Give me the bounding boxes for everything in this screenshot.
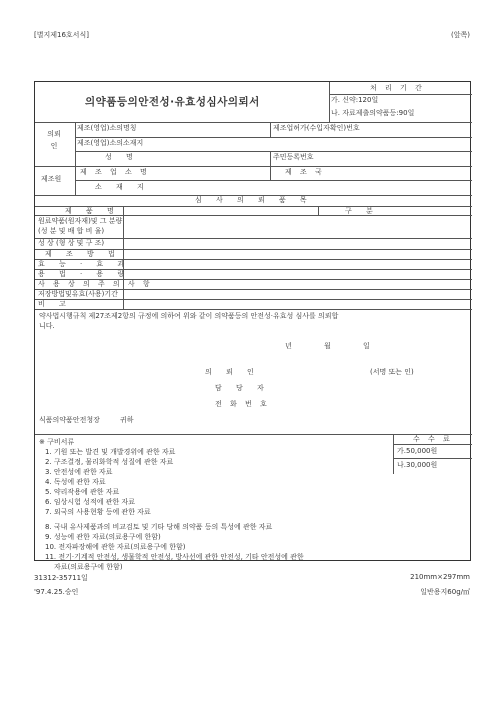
- applicant-name-label: 성 명: [105, 153, 139, 161]
- requester-label: 의 뢰 인: [205, 368, 260, 376]
- item-caution: 사 용 상 의 주 의 사 항: [38, 280, 153, 288]
- paper-type: 일반용지60g/㎡: [420, 588, 470, 596]
- recipient-suffix: 귀하: [120, 416, 134, 424]
- declaration-text: 약사법시행규칙 제27조제2항의 규정에 의하여 위와 같이 의약품등의 안전성·유효성 심사를 의뢰합: [39, 312, 339, 320]
- items-header: 심 사 의 뢰 품 목: [195, 196, 313, 204]
- person-in-charge-label: 담 당 자: [215, 384, 270, 392]
- item-efficacy: 효 능 · 효 과: [38, 260, 131, 268]
- period-data-exempt: 나. 자료제출의약품등:90일: [331, 109, 415, 117]
- doc-item-8: 8. 국내 유사제품과의 비교검토 및 기타 당해 의약품 등의 특성에 관한 자료: [45, 523, 273, 531]
- doc-item-3: 3. 안전성에 관한 자료: [45, 468, 113, 476]
- fee-b: 나.30,000원: [397, 461, 438, 469]
- paper-size: 210mm×297mm: [410, 573, 470, 581]
- period-label: 처 리 기 간: [370, 84, 425, 92]
- doc-item-11-cont: 자료(의료용구에 한함): [54, 563, 123, 571]
- declaration-text-end: 니다.: [39, 322, 55, 330]
- applicant-company-label: 제조(영업)소의명칭: [77, 124, 137, 132]
- fee-a: 가.50,000원: [397, 447, 438, 455]
- manufacturer-address-label: 소 재 지: [95, 183, 150, 191]
- recipient: 식품의약품안전청장: [39, 416, 100, 424]
- applicant-license-label: 제조업허가(수입자확인)번호: [273, 124, 360, 132]
- manufacturer-name-label: 제 조 업 소 명: [80, 168, 150, 176]
- item-ingredients: 원료약품(원자재)및 그 분량: [38, 217, 123, 225]
- applicant-id-label: 주민등록번호: [273, 153, 314, 161]
- declaration-date: 년 월 일: [285, 342, 370, 350]
- doc-item-6: 6. 임상시험 성적에 관한 자료: [45, 498, 135, 506]
- doc-item-9: 9. 성능에 관한 자료(의료용구에 한함): [45, 533, 161, 541]
- item-usage: 용 법 · 용 량: [38, 270, 131, 278]
- fee-label: 수 수 료: [413, 435, 453, 443]
- documents-heading: ※ 구비서류: [39, 438, 75, 446]
- doc-item-2: 2. 구조결정, 물리화학적 성질에 관한 자료: [45, 458, 174, 466]
- signature-label: (서명 또는 인): [370, 368, 414, 376]
- item-ingredients-ratio: (성 분 및 배 합 비 율): [38, 227, 105, 235]
- phone-label: 전 화 번 호: [215, 400, 270, 408]
- page-side: (앞쪽): [451, 31, 470, 39]
- doc-item-4: 4. 독성에 관한 자료: [45, 478, 106, 486]
- item-storage: 저장방법및유효(사용)기간: [38, 290, 118, 298]
- item-remarks: 비 고: [38, 300, 72, 308]
- application-form: [34, 81, 471, 561]
- form-code: 31312-35711일: [34, 574, 88, 582]
- form-number: [별지제16호서식]: [34, 31, 89, 39]
- approval-date: '97.4.25.승인: [34, 588, 79, 596]
- applicant-group-label: 의뢰인: [47, 130, 61, 150]
- doc-item-11: 11. 전기·기계적 안전성, 생물학적 안전성, 방사선에 관한 안전성, 기타 안전성에 관한: [45, 553, 304, 561]
- doc-item-10: 10. 전자파장해에 관한 자료(의료용구에 한함): [45, 543, 186, 551]
- manufacturer-country-label: 제 조 국: [285, 168, 325, 176]
- applicant-address-label: 제조(영업)소의소재지: [77, 139, 144, 147]
- doc-item-7: 7. 외국의 사용현황 등에 관한 자료: [45, 508, 151, 516]
- doc-item-1: 1. 기원 또는 발견 및 개발경위에 관한 자료: [45, 448, 176, 456]
- item-appearance: 성 상 (형 상 및 구 조): [38, 239, 105, 247]
- doc-item-5: 5. 약리작용에 관한 자료: [45, 488, 120, 496]
- period-new-drug: 가. 신약:120일: [331, 96, 379, 104]
- form-title: 의약품등의안전성·유효성심사의뢰서: [85, 96, 260, 108]
- manufacturer-group-label: 제조원: [41, 175, 62, 183]
- item-product-name: 제 품 명: [65, 207, 120, 215]
- item-category: 구 분: [345, 207, 379, 215]
- item-method: 제 조 방 법: [45, 250, 121, 258]
